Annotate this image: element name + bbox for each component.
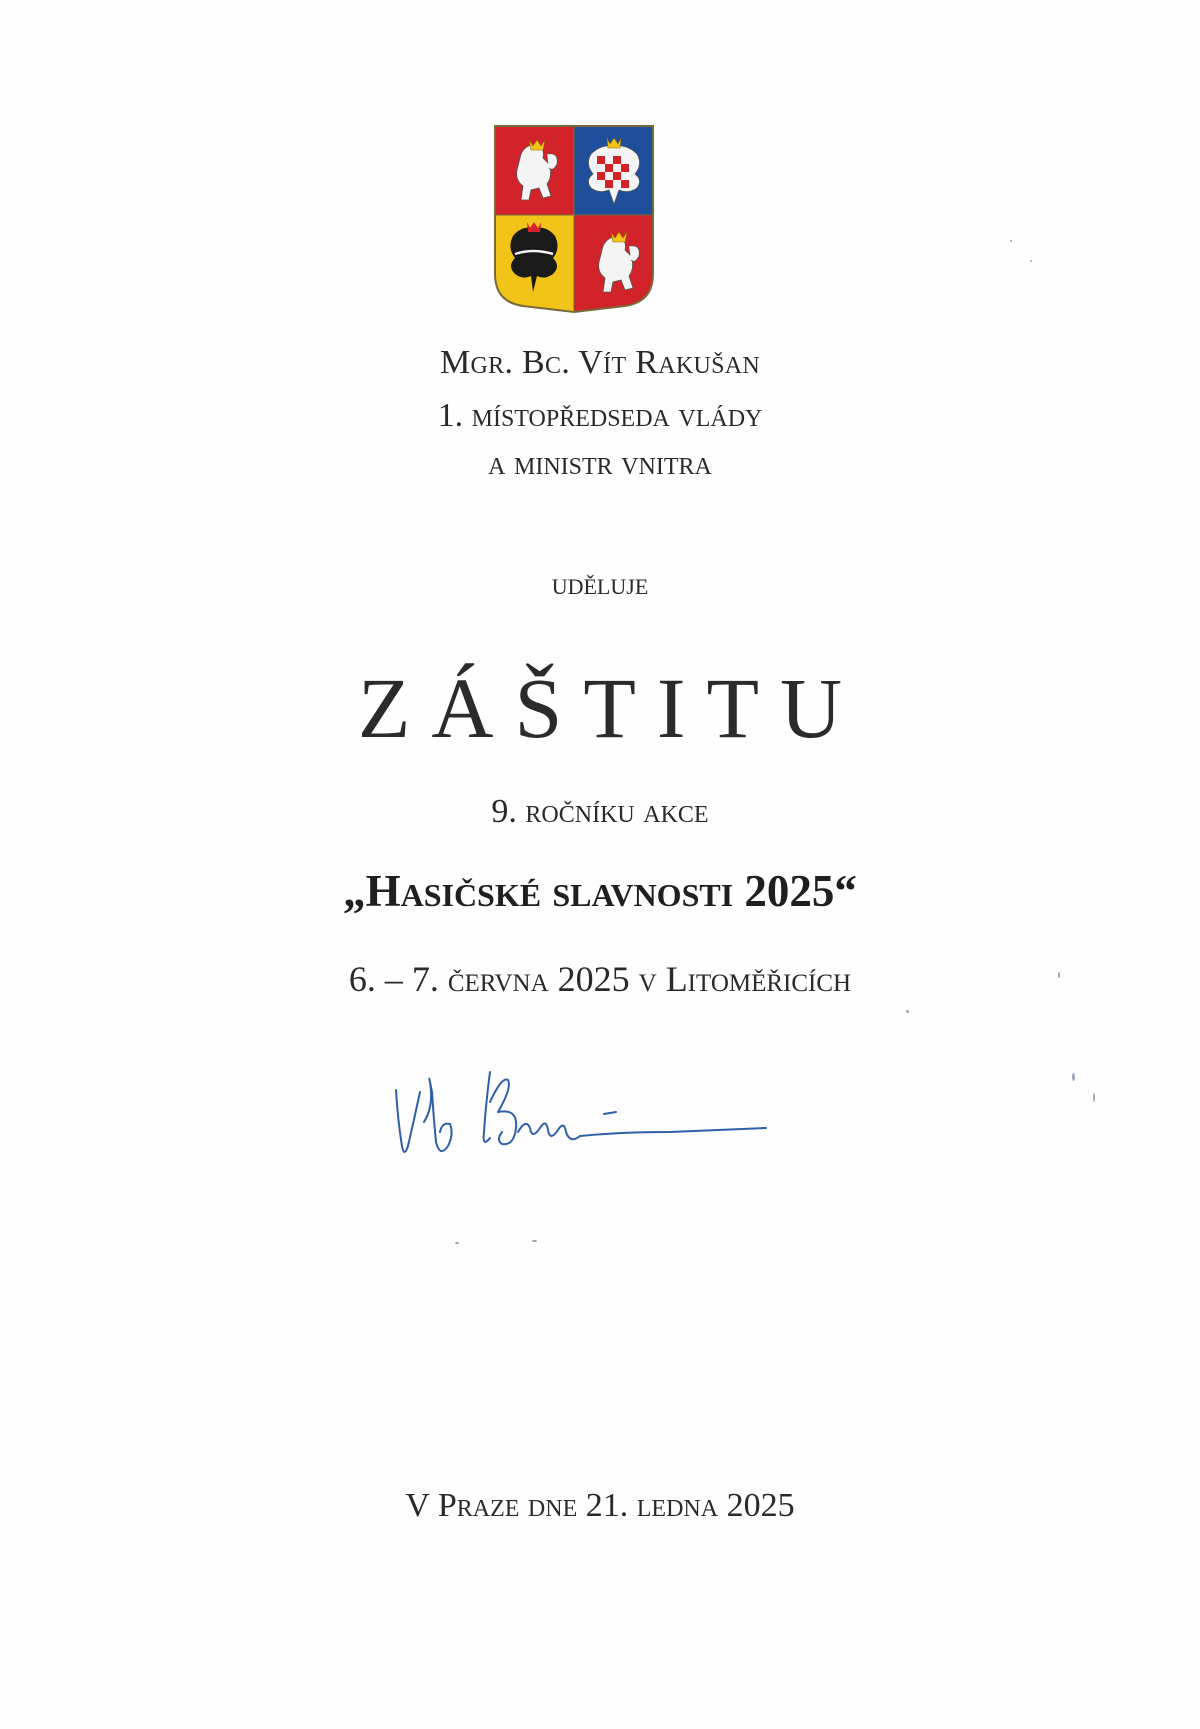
event-dates: 6. – 7. června 2025 v Litoměřicích xyxy=(348,959,852,999)
scan-speck xyxy=(1072,1073,1075,1081)
certificate-title: ZÁŠTITU xyxy=(357,660,864,756)
event-name: „Hasičské slavnosti 2025“ xyxy=(343,866,857,916)
scan-speck xyxy=(906,1010,909,1013)
issuer-name: Mgr. Bc. Vít Rakušan xyxy=(439,344,761,381)
scan-speck xyxy=(1058,972,1060,978)
place-and-date: V Praze dne 21. ledna 2025 xyxy=(405,1487,795,1524)
scan-speck xyxy=(455,1242,459,1244)
edition-text: 9. ročníku akce xyxy=(491,793,709,830)
scan-speck xyxy=(1093,1093,1095,1102)
scan-speck xyxy=(1030,260,1032,262)
state-emblem-icon xyxy=(493,124,655,314)
scan-speck xyxy=(1010,240,1012,242)
issuer-role-line2: a ministr vnitra xyxy=(488,445,712,482)
issuer-role-line1: 1. místopředseda vlády xyxy=(437,397,763,434)
grant-text: uděluje xyxy=(551,566,649,601)
handwritten-signature xyxy=(390,1062,770,1172)
scan-speck xyxy=(532,1240,537,1242)
